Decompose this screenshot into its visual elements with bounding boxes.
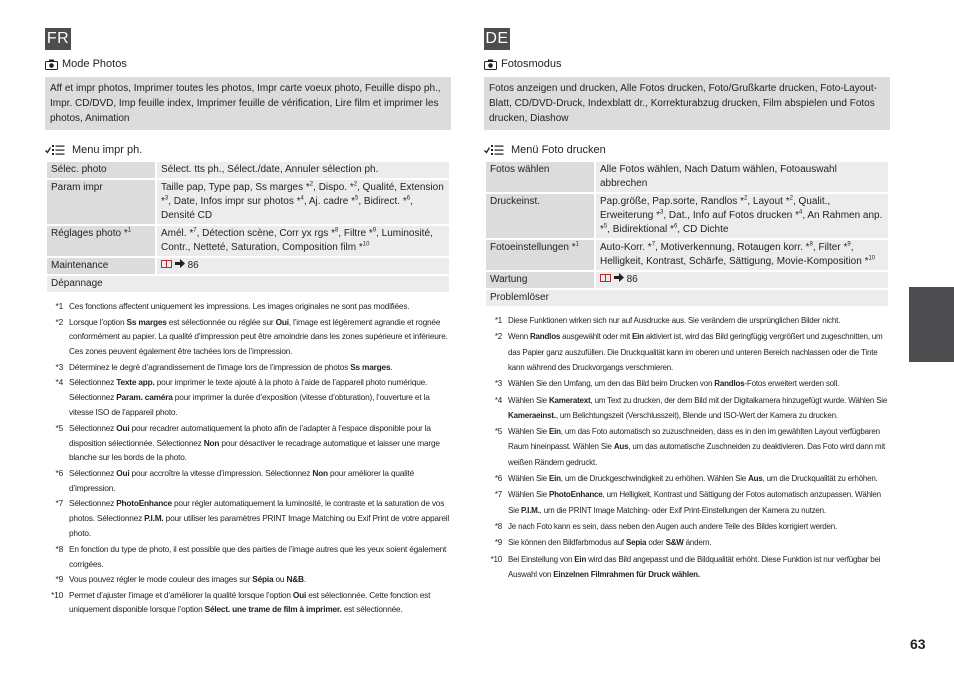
footnote-number: *3: [494, 379, 502, 389]
footnote-number: *1: [494, 316, 502, 325]
footnote: [484, 313, 890, 328]
footnote: [45, 315, 451, 360]
menu-title: Menü Foto drucken: [511, 144, 606, 156]
footnote-text: Sélectionnez Texte app. pour imprimer le texte ajouté à la photo à l’aide de l’appareil photo numérique. Sélectionnez Param. caméra pour imprimer la durée d’exposition (vitesse d’obturation), l’ouverture et la vitesse ISO de l’appareil photo.: [69, 377, 430, 418]
footnote: [484, 519, 890, 534]
setting-key: Réglages photo *$^1$: [46, 225, 156, 257]
footnotes: [484, 313, 890, 582]
footnote-number: *7: [494, 490, 502, 500]
mode-list: Aff et impr photos, Imprimer toutes les photos, Impr carte voeux photo, Feuille dispo ph., Impr. CD/DVD, Imp feuille index, Imprimer feuille de vérification, Lire film et imprimer les photos, Animation: [45, 77, 451, 130]
footnote-number: *8: [494, 521, 502, 531]
footnote-number: *9: [494, 538, 502, 548]
footnote: [484, 329, 890, 375]
photo-mode-icon: [45, 59, 58, 70]
mode-list: Fotos anzeigen und drucken, Alle Fotos drucken, Foto/Grußkarte drucken, Foto-Layout-Blatt, CD/DVD-Druck, Indexblatt dr., Korrekturabzug drucken, Film abspielen und Fotos drucken, Diashow: [484, 77, 890, 130]
footnote: [45, 375, 451, 420]
footnote-text: Wählen Sie Ein, um die Druckgeschwindigkeit zu erhöhen. Wählen Sie Aus, um die Druckqualität zu erhöhen.: [508, 473, 878, 483]
photo-mode-icon: [484, 59, 497, 70]
footnote-number: *6: [55, 467, 63, 478]
footnote-text: Sie können den Bildfarbmodus auf Sepia oder S&W ändern.: [508, 538, 712, 548]
setting-key: Dépannage: [46, 275, 450, 293]
footnote-number: *8: [55, 543, 63, 554]
menu-title: Menu impr ph.: [72, 144, 143, 156]
setting-key: Fotos wählen: [485, 161, 595, 193]
footnote-number: *3: [55, 361, 63, 372]
footnote-text: Déterminez le degré d’agrandissement de l’image lors de l’impression de photos Ss marges.: [69, 361, 393, 372]
footnote-text: Diese Funktionen wirken sich nur auf Ausdrucke aus. Sie verändern die ursprünglichen Bilder nicht.: [508, 316, 841, 325]
footnote-number: *9: [55, 574, 63, 585]
table-row: [46, 275, 450, 293]
footnote-text: Ces fonctions affectent uniquement les impressions. Les images originales ne sont pas modifiées.: [69, 301, 410, 311]
setting-key: Problemlöser: [485, 289, 889, 307]
footnote-text: Sélectionnez Oui pour accroître la vitesse d’impression. Sélectionnez Non pour améliorer la qualité d’impression.: [69, 467, 414, 493]
footnote: [484, 552, 890, 582]
footnote: [484, 424, 890, 470]
settings-table: [484, 160, 890, 308]
footnote: [484, 393, 890, 423]
arrow-right-icon: [614, 273, 624, 282]
footnote-number: *5: [55, 422, 63, 433]
setting-value: Pap.größe, Pap.sorte, Randlos *$^2$, Layout *$^2$, Qualit., Erweiterung *$^3$, Dat., Info auf Fotos drucken *$^4$, An Rahmen anp. *$^5$, Bidirektional *$^6$, CD Dichte: [595, 193, 889, 239]
page-reference-number: 86: [187, 260, 199, 271]
footnote-text: Wenn Randlos ausgewählt oder mit Ein aktiviert ist, wird das Bild geringfügig vergrößert und zugeschnitten, um das Papier ganz auszufüllen. Die Druckqualität kann im oberen und unteren Bereich nachlassen oder die Tinte kann während des Druckvorgangs verschmieren.: [508, 332, 883, 372]
mode-title: Fotosmodus: [501, 58, 562, 70]
footnote: [484, 487, 890, 517]
language-badge: FR: [45, 28, 71, 50]
arrow-right-icon: [175, 259, 185, 268]
settings-table: [45, 160, 451, 294]
table-row: [485, 193, 889, 239]
footnote-number: *4: [494, 395, 502, 405]
footnote: [45, 299, 451, 314]
footnote-number: *4: [55, 377, 63, 388]
german-column: [484, 28, 890, 583]
footnote-text: Je nach Foto kann es sein, dass neben den Augen auch andere Teile des Bildes korrigiert werden.: [508, 521, 838, 531]
page-number: 63: [910, 636, 926, 652]
setting-value: Auto-Korr. *$^7$, Motiverkennung, Rotaugen korr. *$^8$, Filter *$^9$, Helligkeit, Kontrast, Schärfe, Sättigung, Movie-Komposition *$^{10}$: [595, 239, 889, 271]
footnote-number: *7: [55, 498, 63, 509]
footnote-text: Wählen Sie Kameratext, um Text zu drucken, der dem Bild mit der Digitalkamera hinzugefügt wurde. Wählen Sie Kameraeinst., um Belichtungszeit (Verschlusszeit), Blende und ISO-Wert der Kamera zu drucken.: [508, 395, 888, 420]
table-row: [46, 179, 450, 225]
footnote-text: Lorsque l’option Ss marges est sélectionnée ou réglée sur Oui, l’image est légèrement agrandie et rognée conformément au papier. La qualité d’impression peut être amoindrie dans les zones supérieure et inférieure. Ces zones peuvent également être tachées lors de l’impression.: [69, 316, 448, 357]
footnote: [484, 471, 890, 486]
setting-key: Fotoeinstellungen *$^1$: [485, 239, 595, 271]
section-tab-marker: [909, 287, 954, 362]
setting-key: Wartung: [485, 271, 595, 289]
footnote: [484, 535, 890, 550]
setting-value: Taille pap, Type pap, Ss marges *$^2$, Dispo. *$^2$, Qualité, Extension *$^3$, Date, Infos impr sur photos *$^4$, Aj. cadre *$^5$, Bidirect. *$^6$, Densité CD: [156, 179, 450, 225]
footnote-text: Wählen Sie den Umfang, um den das Bild beim Drucken von Randlos-Fotos erweitert werden soll.: [508, 379, 840, 389]
footnote: [45, 572, 451, 587]
page-reference-link[interactable]: [595, 271, 889, 289]
footnote-text: Permet d’ajuster l’image et d’améliorer la qualité lorsque l’option Oui est sélectionnée. Cette fonction est uniquement disponible lorsque l’option Sélect. une trame de film à imprimer. est sélectionnée.: [69, 589, 431, 615]
setting-value: Alle Fotos wählen, Nach Datum wählen, Fotoauswahl abbrechen: [595, 161, 889, 193]
footnote: [45, 466, 451, 496]
footnote-text: Sélectionnez PhotoEnhance pour régler automatiquement la luminosité, le contraste et la saturation de vos photos. Sélectionnez P.I.M. pour utiliser les paramètres PRINT Image Matching ou Exif Print de votre appareil photo.: [69, 498, 450, 539]
footnote-number: *1: [55, 301, 63, 311]
footnote-text: Wählen Sie Ein, um das Foto automatisch so zuzuschneiden, dass es in den im gewählten Layout verfügbaren Raum hineinpasst. Wählen Sie Aus, um das automatische Zuschneiden zu deaktivieren. Das Foto wird dann mit weißen Rändern gedruckt.: [508, 427, 885, 467]
mode-heading: [484, 58, 890, 70]
setting-key: Maintenance: [46, 257, 156, 275]
footnote-number: *6: [494, 473, 502, 483]
menu-heading: [484, 144, 890, 156]
footnote: [45, 542, 451, 572]
footnote-number: *10: [51, 589, 63, 600]
footnotes: [45, 299, 451, 617]
mode-heading: [45, 58, 451, 70]
setting-value: Amél. *$^7$, Détection scène, Corr yx rgs *$^8$, Filtre *$^9$, Luminosité, Contr., Netteté, Saturation, Composition film *$^{10}$: [156, 225, 450, 257]
table-row: [46, 257, 450, 275]
menu-heading: [45, 144, 451, 156]
footnote-text: Sélectionnez Oui pour recadrer automatiquement la photo afin de l’adapter à l’espace disponible pour la disposition sélectionnée. Sélectionnez Non pour désactiver le recadrage automatique et laisser une marge blanche sur les bords de la photo.: [69, 422, 440, 463]
page-reference-link[interactable]: [156, 257, 450, 275]
footnote-text: En fonction du type de photo, il est possible que des parties de l’image autres que les yeux soient également corrigées.: [69, 543, 447, 569]
language-badge: DE: [484, 28, 510, 50]
menu-list-icon: [484, 144, 504, 156]
table-row: [46, 225, 450, 257]
table-row: [485, 161, 889, 193]
mode-title: Mode Photos: [62, 58, 127, 70]
footnote-text: Vous pouvez régler le mode couleur des images sur Sépia ou N&B.: [69, 574, 306, 585]
footnote-number: *10: [490, 554, 502, 564]
menu-list-icon: [45, 144, 65, 156]
table-row: [46, 161, 450, 179]
page-reference-number: 86: [626, 274, 638, 285]
setting-key: Sélec. photo: [46, 161, 156, 179]
book-icon: [600, 274, 611, 282]
table-row: [485, 239, 889, 271]
footnote: [45, 360, 451, 375]
footnote: [45, 496, 451, 541]
footnote: [484, 376, 890, 391]
footnote-text: Wählen Sie PhotoEnhance, um Helligkeit, Kontrast und Sättigung der Fotos automatisch anzupassen. Wählen Sie P.I.M., um die PRINT Image Matching- oder Exif Print-Einstellungen der Kamera zu nutzen.: [508, 490, 881, 515]
footnote-number: *2: [494, 332, 502, 342]
french-column: [45, 28, 451, 618]
table-row: [485, 289, 889, 307]
footnote: [45, 421, 451, 466]
footnote-number: *5: [494, 427, 502, 437]
footnote-text: Bei Einstellung von Ein wird das Bild angepasst und die Bildqualität erhöht. Diese Funktion ist nur verfügbar bei Auswahl von Einzelnen Filmrahmen für Druck wählen.: [508, 554, 881, 579]
book-icon: [161, 260, 172, 268]
setting-value: Sélect. tts ph., Sélect./date, Annuler sélection ph.: [156, 161, 450, 179]
footnote: [45, 588, 451, 618]
footnote-number: *2: [55, 316, 63, 327]
setting-key: Param impr: [46, 179, 156, 225]
setting-key: Druckeinst.: [485, 193, 595, 239]
table-row: [485, 271, 889, 289]
